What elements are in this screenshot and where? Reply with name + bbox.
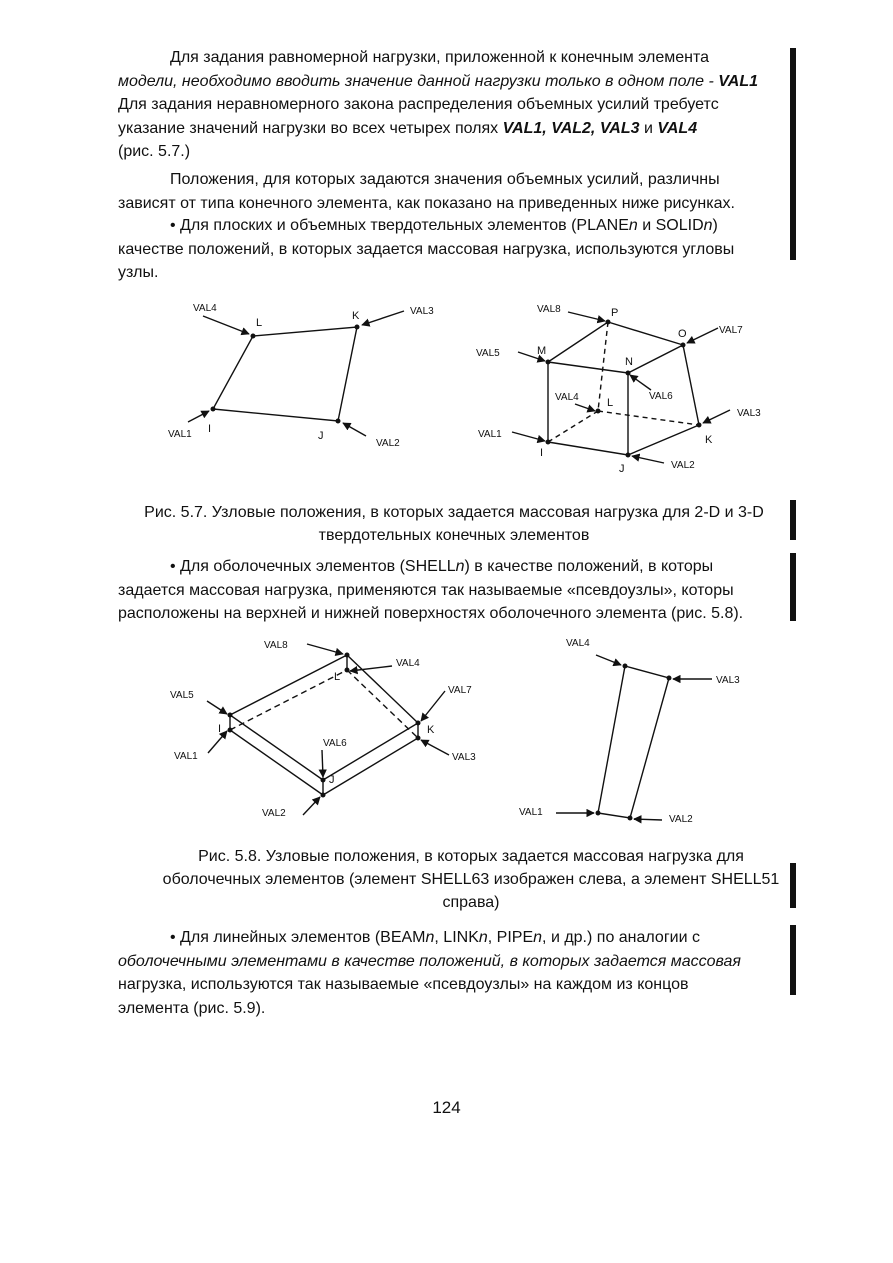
label-val2: VAL2 bbox=[669, 814, 693, 825]
caption-line: твердотельных конечных элементов bbox=[318, 527, 590, 544]
node-m: M bbox=[537, 345, 547, 357]
label-val8: VAL8 bbox=[264, 640, 288, 651]
label-val8: VAL8 bbox=[537, 304, 561, 315]
scan-edge-mark bbox=[790, 925, 796, 995]
text-line: Для задания равномерной нагрузки, приложенной к конечным элемента bbox=[170, 49, 709, 66]
label-val2: VAL2 bbox=[262, 808, 286, 819]
node-k: K bbox=[427, 724, 435, 736]
caption-line: справа) bbox=[442, 894, 500, 911]
label-val4: VAL4 bbox=[193, 303, 217, 314]
text-line: оболочечными элементами в качестве положений, в которых задается массовая bbox=[118, 952, 741, 970]
node-l: L bbox=[256, 317, 263, 329]
scan-edge-mark bbox=[790, 500, 796, 540]
hex-element-3d bbox=[512, 312, 730, 463]
text-line: задается массовая нагрузка, применяются так называемые «псевдоузлы», которы bbox=[118, 581, 734, 599]
label-val3: VAL3 bbox=[410, 306, 434, 317]
node-l: L bbox=[607, 397, 614, 409]
text-line: указание значений нагрузки во всех четырех полях VAL1, VAL2, VAL3 и VAL4 bbox=[118, 119, 698, 137]
paragraph-shell-elements bbox=[118, 555, 790, 626]
shell51-element bbox=[556, 655, 712, 820]
node-p: P bbox=[611, 307, 619, 319]
node-j: J bbox=[318, 430, 324, 442]
caption-line: Рис. 5.7. Узловые положения, в которых задается массовая нагрузка для 2-D и 3-D bbox=[144, 504, 764, 521]
label-val4: VAL4 bbox=[566, 638, 590, 649]
text-line: • Для оболочечных элементов (SHELLn) в качестве положений, в которы bbox=[170, 558, 714, 575]
text-line: зависят от типа конечного элемента, как показано на приведенных ниже рисунках. bbox=[118, 194, 735, 212]
label-val5: VAL5 bbox=[170, 690, 194, 701]
text-line: расположены на верхней и нижней поверхностях оболочечного элемента (рис. 5.8). bbox=[118, 605, 744, 622]
quad-element-2d bbox=[188, 311, 404, 436]
caption-line: Рис. 5.8. Узловые положения, в которых задается массовая нагрузка для bbox=[198, 848, 744, 865]
label-val2: VAL2 bbox=[671, 460, 695, 471]
node-l: L bbox=[334, 671, 341, 683]
text-line: (рис. 5.7.) bbox=[118, 143, 191, 160]
node-i: I bbox=[218, 723, 222, 735]
label-val5: VAL5 bbox=[476, 348, 500, 359]
node-i: I bbox=[540, 447, 544, 459]
node-n: N bbox=[625, 356, 633, 368]
label-val1: VAL1 bbox=[519, 807, 543, 818]
label-val1: VAL1 bbox=[168, 429, 192, 440]
label-val3: VAL3 bbox=[737, 408, 761, 419]
text-line: узлы. bbox=[118, 264, 159, 281]
caption-line: оболочечных элементов (элемент SHELL63 изображен слева, а элемент SHELL51 bbox=[162, 871, 780, 888]
figure-5-7-caption bbox=[118, 501, 790, 547]
text-line: Положения, для которых задаются значения объемных усилий, различны bbox=[170, 171, 720, 188]
text-line: качестве положений, в которых задается массовая нагрузка, используются угловы bbox=[118, 240, 735, 258]
figure-5-8-caption bbox=[118, 845, 824, 914]
text-line: элемента (рис. 5.9). bbox=[118, 999, 266, 1017]
node-j: J bbox=[619, 463, 625, 475]
label-val2: VAL2 bbox=[376, 438, 400, 449]
label-val4: VAL4 bbox=[555, 392, 579, 403]
shell63-element bbox=[207, 644, 449, 815]
label-val7: VAL7 bbox=[719, 325, 743, 336]
page-number: 124 bbox=[432, 1098, 461, 1117]
text-line: нагрузка, используются так называемые «псевдоузлы» на каждом из концов bbox=[118, 976, 689, 993]
label-val3: VAL3 bbox=[452, 752, 476, 763]
label-val1: VAL1 bbox=[174, 751, 198, 762]
label-val6: VAL6 bbox=[323, 738, 347, 749]
figure-5-7 bbox=[0, 0, 893, 500]
label-val4: VAL4 bbox=[396, 658, 420, 669]
node-k: K bbox=[705, 434, 713, 446]
label-val3: VAL3 bbox=[716, 675, 740, 686]
paragraph-line-elements bbox=[118, 926, 790, 1020]
text-line: модели, необходимо вводить значение данной нагрузки только в одном поле - VAL1 bbox=[118, 72, 758, 90]
scan-edge-mark bbox=[790, 553, 796, 621]
text-line: • Для плоских и объемных твердотельных элементов (PLANEn и SOLIDn) bbox=[170, 217, 718, 234]
node-j: J bbox=[329, 774, 335, 786]
label-val6: VAL6 bbox=[649, 391, 673, 402]
node-o: O bbox=[678, 328, 687, 340]
label-val1: VAL1 bbox=[478, 429, 502, 440]
node-k: K bbox=[352, 310, 360, 322]
node-i: I bbox=[208, 423, 212, 435]
figure-5-8 bbox=[0, 630, 893, 845]
label-val7: VAL7 bbox=[448, 685, 472, 696]
text-line: Для задания неравномерного закона распределения объемных усилий требуетс bbox=[118, 96, 719, 113]
text-line: • Для линейных элементов (BEAMn, LINKn, PIPEn, и др.) по аналогии с bbox=[170, 929, 700, 946]
